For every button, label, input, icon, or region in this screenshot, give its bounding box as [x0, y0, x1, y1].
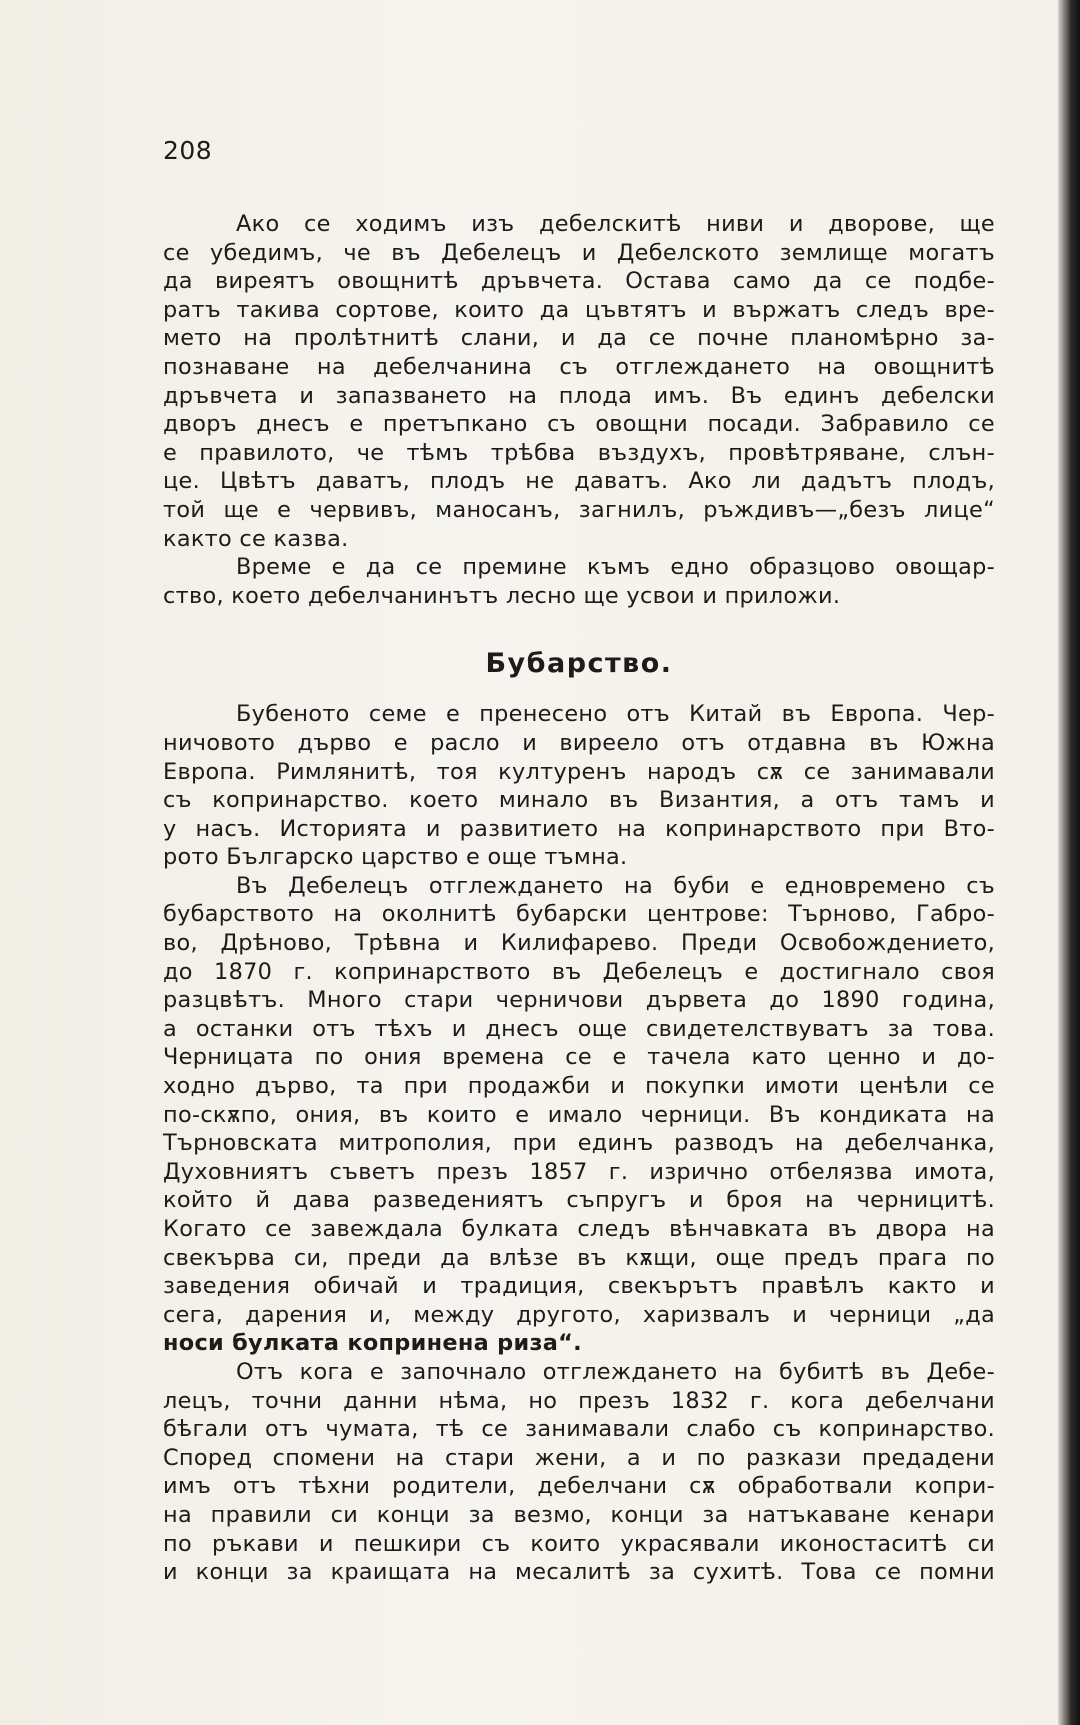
section-orchards — [163, 210, 995, 610]
text-line: Отъ кога е започнало отглеждането на бубитѣ въ Дебе- — [236, 1358, 995, 1385]
text-line: сега, дарения и, между другото, харизвалъ и черници „да — [163, 1301, 995, 1328]
text-line: съ копринарство. което минало въ Византия, а отъ тамъ и — [163, 787, 995, 814]
text-line: познаване на дебелчанина съ отглеждането на овощнитѣ — [163, 353, 995, 380]
text-line: Духовниятъ съветъ презъ 1857 г. изрично отбелязва имота, — [163, 1158, 995, 1185]
text-line: у насъ. Историята и развитието на копринарството при Вто- — [163, 815, 995, 842]
text-line: и конци за краищата на месалитѣ за сухитѣ. Това се помни — [163, 1559, 995, 1586]
text-line: до 1870 г. копринарството въ Дебелецъ е достигнало своя — [163, 958, 995, 985]
section-sericulture — [163, 700, 995, 1329]
text-line: бубарството на околнитѣ бубарски центрове: Търново, Габро- — [163, 901, 995, 928]
text-line: рото Българско царство е още тъмна. — [163, 844, 628, 871]
text-line: на правили си конци за везмо, конци за натъкаване кенари — [163, 1501, 995, 1528]
text-line: имъ отъ тѣхни родители, дебелчани сѫ обработвали копри- — [163, 1473, 995, 1500]
text-line: по ръкави и пешкири съ които украсявали иконостаситѣ си — [163, 1530, 995, 1557]
text-line: Според спомени на стари жени, а и по разкази предадени — [163, 1444, 995, 1471]
text-line: както се казва. — [163, 525, 349, 552]
text-line: ство, което дебелчанинътъ лесно ще усвои и приложи. — [163, 582, 841, 609]
section-sericulture-continued — [163, 1358, 995, 1587]
page-number: 208 — [163, 136, 213, 165]
text-line: заведения обичай и традиция, свекърътъ правѣлъ както и — [163, 1273, 995, 1300]
text-line: по-скѫпо, ония, въ които е имало черници. Въ кондиката на — [163, 1101, 995, 1128]
bold-quote-line: носи булката копринена риза“. — [163, 1330, 582, 1357]
text-line: Търновската митрополия, при единъ разводъ на дебелчанка, — [163, 1130, 995, 1157]
text-line: разцвѣтъ. Много стари черничови дървета до 1890 година, — [163, 987, 995, 1014]
text-line: ходно дърво, та при продажби и покупки имоти ценѣли се — [163, 1073, 995, 1100]
text-line: Европа. Римлянитѣ, тоя културенъ народъ сѫ се занимавали — [163, 758, 995, 785]
text-line: ратъ такива сортове, които да цъвтятъ и вържатъ следъ вре- — [163, 296, 995, 323]
page-edge-shadow — [1058, 0, 1080, 1725]
text-line: Когато се завеждала булката следъ вѣнчавката въ двора на — [163, 1216, 995, 1242]
text-line: Време е да се премине къмъ едно образцово овощар- — [236, 554, 995, 581]
text-line: дворъ днесъ е претъпкано съ овощни посади. Забравило се — [163, 411, 995, 438]
text-line: Ако се ходимъ изъ дебелскитѣ ниви и дворове, ще — [236, 211, 995, 237]
text-line: Въ Дебелецъ отглеждането на буби е едновремено съ — [236, 872, 995, 899]
text-line: се убедимъ, че въ Дебелецъ и Дебелското землище могатъ — [163, 239, 995, 266]
section-heading: Бубарство. — [485, 648, 673, 680]
text-line: той ще е червивъ, маносанъ, загнилъ, ръждивъ—„безъ лице“ — [163, 496, 995, 523]
text-line: ничовото дърво е расло и виреело отъ отдавна въ Южна — [163, 729, 995, 756]
text-line: е правилото, че тѣмъ трѣбва въздухъ, провѣтряване, слън- — [163, 439, 995, 466]
text-line: бѣгали отъ чумата, тѣ се занимавали слабо съ копринарство. — [163, 1416, 995, 1443]
text-line: Черницата по ония времена се е тачела като ценно и до- — [163, 1044, 995, 1071]
text-line: свекърва си, преди да влѣзе въ кѫщи, още предъ прага по — [163, 1244, 995, 1271]
text-line: Бубеното семе е пренесено отъ Китай въ Европа. Чер- — [236, 701, 995, 728]
text-line: да виреятъ овощнитѣ дръвчета. Остава само да се подбе- — [163, 268, 995, 295]
text-line: а останки отъ тѣхъ и днесъ още свидетелствуватъ за това. — [163, 1015, 995, 1042]
text-line: це. Цвѣтъ даватъ, плодъ не даватъ. Ако ли дадътъ плодъ, — [163, 468, 995, 495]
text-line: който й дава разведениятъ съпругъ и броя на черницитѣ. — [163, 1187, 995, 1214]
text-line: мето на пролѣтнитѣ слани, и да се почне планомѣрно за- — [163, 325, 995, 352]
text-line: лецъ, точни данни нѣма, но презъ 1832 г. кога дебелчани — [163, 1387, 995, 1414]
text-line: дръвчета и запазването на плода имъ. Въ единъ дебелски — [163, 382, 995, 409]
body-text — [163, 210, 995, 1587]
text-line: во, Дрѣново, Трѣвна и Килифарево. Преди Освобождението, — [163, 930, 995, 957]
